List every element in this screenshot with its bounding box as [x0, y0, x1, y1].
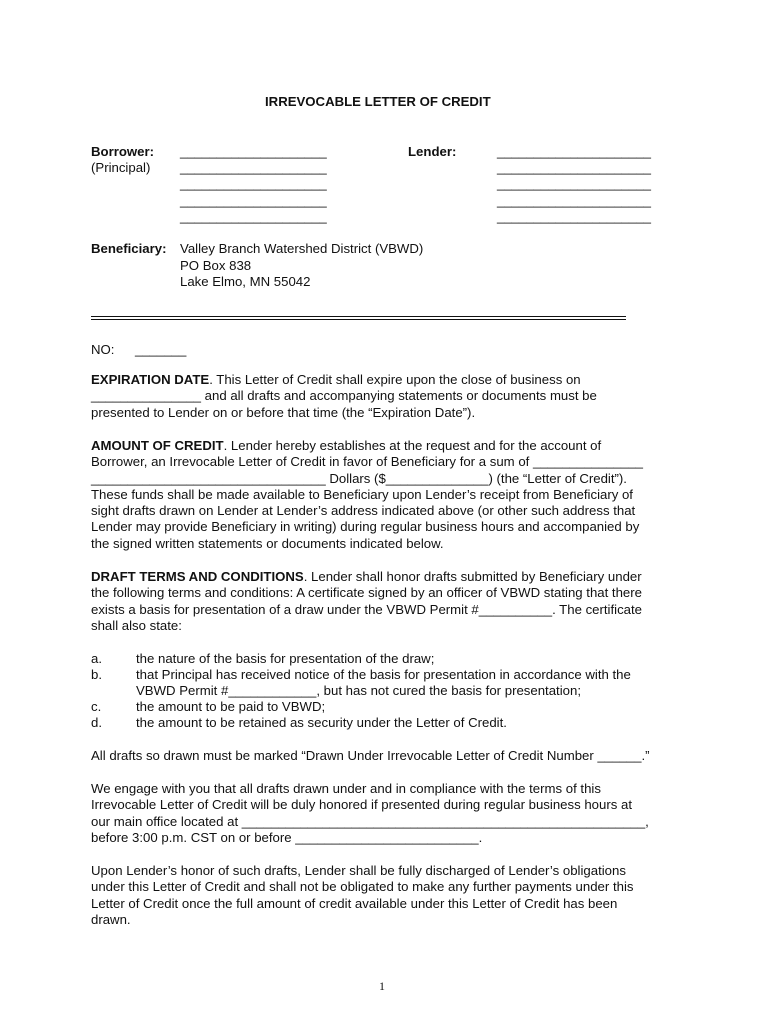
draft-paragraph [91, 569, 691, 634]
list-item-letter: c. [91, 699, 102, 714]
engage-text: Irrevocable Letter of Credit will be duly honored if presented during regular business hours at [91, 797, 632, 813]
amount-text: Borrower, an Irrevocable Letter of Credit in favor of Beneficiary for a sum of _______________ [91, 454, 643, 470]
lender-blank-line: _____________________ [497, 176, 652, 191]
no-blank: _______ [135, 342, 187, 357]
honor-text: Upon Lender’s honor of such drafts, Lender shall be fully discharged of Lender’s obligations [91, 863, 626, 878]
beneficiary-name: Valley Branch Watershed District (VBWD) [180, 241, 424, 256]
expiration-text: . This Letter of Credit shall expire upon the close of business on [209, 372, 581, 387]
borrower-blank-line: ____________________ [180, 193, 327, 208]
amount-text: These funds shall be made available to Beneficiary upon Lender’s receipt from Beneficiary of [91, 486, 633, 502]
draft-heading: DRAFT TERMS AND CONDITIONS [91, 569, 304, 584]
honor-paragraph [91, 863, 691, 928]
amount-text: the signed written statements or documents indicated below. [91, 535, 444, 551]
expiration-text: _______________ and all drafts and accompanying statements or documents must be [91, 388, 597, 404]
list-item-text: VBWD Permit #____________, but has not cured the basis for presentation; [136, 683, 581, 698]
lender-label: Lender: [408, 144, 457, 159]
draft-text: . Lender shall honor drafts submitted by Beneficiary under [303, 569, 642, 584]
expiration-text: presented to Lender on or before that time (the “Expiration Date”). [91, 404, 476, 420]
expiration-heading: EXPIRATION DATE [91, 372, 210, 387]
section-divider [91, 316, 626, 320]
list-item-letter: a. [91, 651, 102, 666]
lender-blank-line: _____________________ [497, 160, 652, 175]
borrower-blank-line: ____________________ [180, 160, 327, 175]
engage-text: before 3:00 p.m. CST on or before _________________________. [91, 829, 483, 845]
draft-text: shall also state: [91, 617, 182, 633]
beneficiary-address: PO Box 838 [180, 258, 252, 273]
list-item-text: the amount to be paid to VBWD; [136, 699, 326, 714]
borrower-blank-line: ____________________ [180, 209, 327, 224]
borrower-sublabel: (Principal) [91, 160, 151, 175]
engage-paragraph [91, 781, 691, 846]
list-item-letter: d. [91, 715, 102, 730]
honor-text: drawn. [91, 911, 131, 927]
amount-heading: AMOUNT OF CREDIT [91, 438, 224, 453]
document-title: IRREVOCABLE LETTER OF CREDIT [265, 94, 491, 109]
engage-text: We engage with you that all drafts drawn under and in compliance with the terms of this [91, 781, 601, 796]
borrower-blank-line: ____________________ [180, 144, 327, 159]
list-item-text: that Principal has received notice of the basis for presentation in accordance with the [136, 667, 631, 682]
borrower-label: Borrower: [91, 144, 155, 159]
lender-blank-line: _____________________ [497, 209, 652, 224]
page-number: 1 [379, 979, 385, 993]
list-item-text: the amount to be retained as security under the Letter of Credit. [136, 715, 507, 730]
amount-text: ________________________________ Dollars ($______________) (the “Letter of Credit”). [91, 470, 627, 486]
lender-blank-line: _____________________ [497, 144, 652, 159]
borrower-blank-line: ____________________ [180, 176, 327, 191]
engage-text: our main office located at _______________________________________________________, [91, 813, 649, 829]
honor-text: Letter of Credit once the full amount of credit available under this Letter of Credit has been [91, 895, 618, 911]
beneficiary-city: Lake Elmo, MN 55042 [180, 274, 311, 289]
beneficiary-label: Beneficiary: [91, 241, 167, 256]
amount-text: . Lender hereby establishes at the request and for the account of [223, 438, 602, 453]
draft-text: the following terms and conditions: A certificate signed by an officer of VBWD stating that there [91, 585, 642, 601]
list-item-letter: b. [91, 667, 102, 682]
draft-text: exists a basis for presentation of a draw under the VBWD Permit #__________. The certificate [91, 601, 642, 617]
list-item-text: the nature of the basis for presentation of the draw; [136, 651, 435, 666]
amount-text: sight drafts drawn on Lender at Lender’s address indicated above (or other such address that [91, 503, 636, 519]
amount-text: Lender may provide Beneficiary in writing) during regular business hours and accompanied by [91, 519, 640, 535]
no-label: NO: [91, 342, 115, 357]
honor-text: under this Letter of Credit and shall not be obligated to make any further payments under this [91, 879, 634, 895]
marked-paragraph: All drafts so drawn must be marked “Drawn Under Irrevocable Letter of Credit Number ______.” [91, 748, 650, 763]
amount-paragraph [91, 438, 691, 552]
expiration-paragraph [91, 372, 691, 421]
lender-blank-line: _____________________ [497, 193, 652, 208]
